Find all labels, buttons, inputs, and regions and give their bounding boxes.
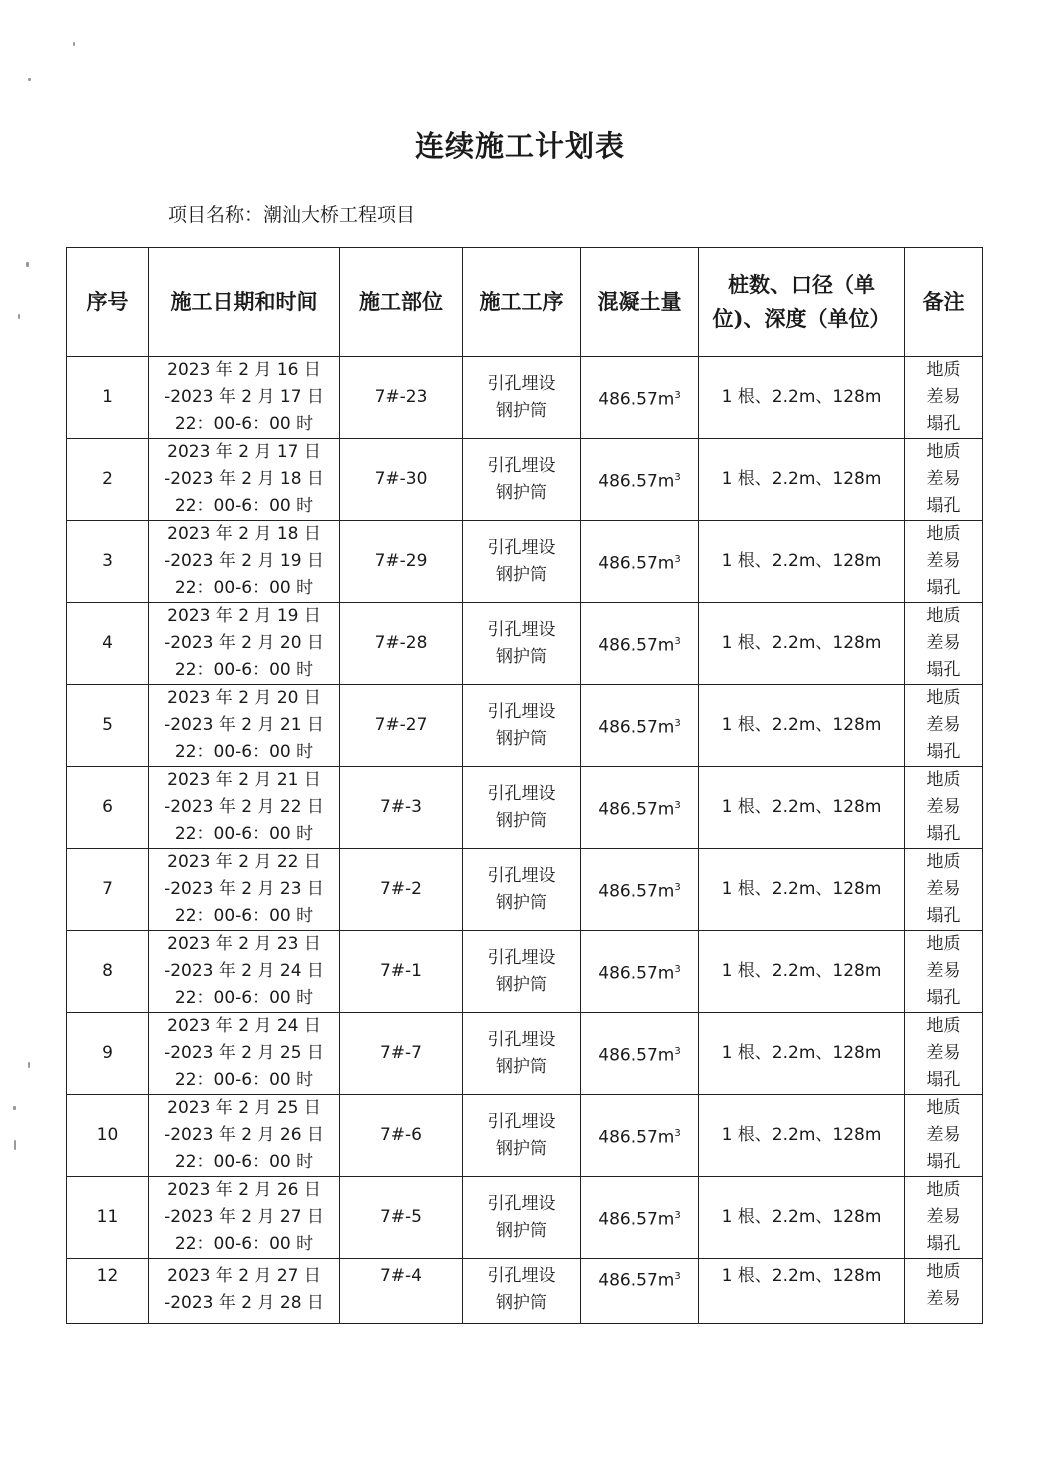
- note-line: 差易: [926, 879, 961, 899]
- note-line: 塌孔: [926, 578, 961, 598]
- remarks: [905, 767, 983, 849]
- process-line: 钢护筒: [496, 482, 547, 503]
- header-part: 施工部位: [340, 248, 463, 357]
- scan-speck: [26, 262, 29, 267]
- remarks: [905, 685, 983, 767]
- table-row: [67, 603, 983, 685]
- remarks: [905, 1013, 983, 1095]
- scan-speck: [28, 1062, 30, 1068]
- construction-process: [463, 931, 581, 1013]
- concrete-value: 486.57m: [598, 717, 675, 738]
- construction-datetime: [149, 685, 340, 767]
- process-line: 钢护筒: [496, 974, 547, 995]
- construction-process: [463, 521, 581, 603]
- concrete-volume: [581, 767, 699, 849]
- concrete-volume: [581, 1013, 699, 1095]
- process-line: 引孔埋设: [487, 1029, 556, 1050]
- time-range: 22：00-6：00 时: [174, 824, 314, 844]
- table-row: [67, 767, 983, 849]
- construction-part: 7#-3: [340, 767, 463, 849]
- time-range: 22：00-6：00 时: [174, 988, 314, 1008]
- table-row: [67, 849, 983, 931]
- header-note: 备注: [905, 248, 983, 357]
- date-end: -2023 年 2 月 23 日: [164, 879, 324, 899]
- construction-datetime: [149, 931, 340, 1013]
- remarks: [905, 931, 983, 1013]
- date-start: 2023 年 2 月 24 日: [167, 1016, 321, 1036]
- construction-process: [463, 439, 581, 521]
- header-process: 施工工序: [463, 248, 581, 357]
- row-number: 9: [67, 1013, 149, 1095]
- note-line: 地质: [926, 852, 961, 872]
- concrete-unit-exponent: 3: [674, 635, 681, 647]
- construction-datetime: [149, 357, 340, 439]
- concrete-unit-exponent: 3: [674, 1209, 681, 1221]
- construction-datetime: [149, 1013, 340, 1095]
- note-line: 地质: [926, 1098, 961, 1118]
- pile-spec: 1 根、2.2m、128m: [699, 603, 905, 685]
- date-start: 2023 年 2 月 20 日: [167, 688, 321, 708]
- process-line: 钢护筒: [496, 1138, 547, 1159]
- concrete-volume: [581, 849, 699, 931]
- construction-process: [463, 767, 581, 849]
- construction-datetime: [149, 1095, 340, 1177]
- row-number: 12: [67, 1259, 149, 1324]
- note-line: 差易: [926, 551, 961, 571]
- note-line: 塌孔: [926, 414, 961, 434]
- concrete-unit-exponent: 3: [674, 1271, 681, 1282]
- concrete-volume: [581, 521, 699, 603]
- time-range: 22：00-6：00 时: [174, 1152, 314, 1172]
- concrete-value: 486.57m: [598, 1045, 675, 1066]
- process-line: 钢护筒: [496, 646, 547, 667]
- note-line: 地质: [926, 442, 961, 462]
- row-number: 10: [67, 1095, 149, 1177]
- table-row: [67, 439, 983, 521]
- concrete-value: 486.57m: [598, 1270, 675, 1291]
- date-end: -2023 年 2 月 27 日: [164, 1207, 324, 1227]
- concrete-unit-exponent: 3: [674, 963, 681, 975]
- date-end: -2023 年 2 月 26 日: [164, 1125, 324, 1145]
- row-number: 4: [67, 603, 149, 685]
- date-end: -2023 年 2 月 24 日: [164, 961, 324, 981]
- note-line: 塌孔: [926, 1234, 961, 1254]
- table-row: [67, 1259, 983, 1324]
- concrete-volume: [581, 685, 699, 767]
- date-end: -2023 年 2 月 19 日: [164, 551, 324, 571]
- construction-part: 7#-30: [340, 439, 463, 521]
- note-line: 塌孔: [926, 496, 961, 516]
- scan-speck: [28, 78, 31, 81]
- concrete-volume: [581, 1177, 699, 1259]
- table-row: [67, 931, 983, 1013]
- scan-speck: [14, 1140, 16, 1150]
- date-end: -2023 年 2 月 21 日: [164, 715, 324, 735]
- pile-spec: 1 根、2.2m、128m: [699, 1177, 905, 1259]
- construction-process: [463, 603, 581, 685]
- process-line: 引孔埋设: [487, 619, 556, 640]
- note-line: 差易: [926, 1207, 961, 1227]
- concrete-volume: [581, 357, 699, 439]
- concrete-value: 486.57m: [598, 881, 675, 902]
- construction-part: 7#-29: [340, 521, 463, 603]
- note-line: 差易: [926, 1125, 961, 1145]
- concrete-volume: [581, 439, 699, 521]
- remarks: [905, 521, 983, 603]
- pile-spec: 1 根、2.2m、128m: [699, 767, 905, 849]
- table-row: [67, 1013, 983, 1095]
- row-number: 11: [67, 1177, 149, 1259]
- note-line: 塌孔: [926, 1152, 961, 1172]
- concrete-value: 486.57m: [598, 799, 675, 820]
- date-start: 2023 年 2 月 21 日: [167, 770, 321, 790]
- time-range: 22：00-6：00 时: [174, 1070, 314, 1090]
- row-number: 1: [67, 357, 149, 439]
- construction-part: 7#-2: [340, 849, 463, 931]
- construction-process: [463, 1259, 581, 1324]
- concrete-volume: [581, 1095, 699, 1177]
- time-range: 22：00-6：00 时: [174, 578, 314, 598]
- note-line: 地质: [926, 688, 961, 708]
- note-line: 塌孔: [926, 824, 961, 844]
- header-pile-line1: 桩数、口径（单: [728, 272, 875, 298]
- construction-part: 7#-23: [340, 357, 463, 439]
- remarks: [905, 603, 983, 685]
- process-line: 引孔埋设: [487, 947, 556, 968]
- note-line: 差易: [926, 633, 961, 653]
- concrete-value: 486.57m: [598, 471, 675, 492]
- date-start: 2023 年 2 月 18 日: [167, 524, 321, 544]
- construction-part: 7#-1: [340, 931, 463, 1013]
- scan-speck: [73, 42, 75, 46]
- process-line: 引孔埋设: [487, 1266, 556, 1286]
- note-line: 地质: [926, 770, 961, 790]
- note-line: 塌孔: [926, 660, 961, 680]
- date-start: 2023 年 2 月 16 日: [167, 360, 321, 380]
- concrete-volume: [581, 931, 699, 1013]
- note-line: 地质: [926, 1262, 961, 1282]
- date-start: 2023 年 2 月 27 日: [167, 1266, 321, 1286]
- note-line: 地质: [926, 1016, 961, 1036]
- construction-plan-table: [66, 247, 983, 1324]
- remarks: [905, 439, 983, 521]
- date-start: 2023 年 2 月 22 日: [167, 852, 321, 872]
- pile-spec: 1 根、2.2m、128m: [699, 931, 905, 1013]
- process-line: 钢护筒: [496, 564, 547, 585]
- concrete-value: 486.57m: [598, 389, 675, 410]
- construction-part: 7#-27: [340, 685, 463, 767]
- pile-spec: 1 根、2.2m、128m: [699, 1013, 905, 1095]
- process-line: 钢护筒: [496, 400, 547, 421]
- concrete-value: 486.57m: [598, 553, 675, 574]
- concrete-unit-exponent: 3: [674, 799, 681, 811]
- process-line: 钢护筒: [496, 1056, 547, 1077]
- construction-process: [463, 357, 581, 439]
- construction-part: 7#-5: [340, 1177, 463, 1259]
- process-line: 引孔埋设: [487, 783, 556, 804]
- note-line: 地质: [926, 524, 961, 544]
- row-number: 6: [67, 767, 149, 849]
- note-line: 地质: [926, 360, 961, 380]
- construction-datetime: [149, 439, 340, 521]
- date-end: -2023 年 2 月 18 日: [164, 469, 324, 489]
- construction-process: [463, 685, 581, 767]
- date-end: -2023 年 2 月 17 日: [164, 387, 324, 407]
- date-start: 2023 年 2 月 17 日: [167, 442, 321, 462]
- concrete-unit-exponent: 3: [674, 553, 681, 565]
- construction-process: [463, 1177, 581, 1259]
- construction-process: [463, 1013, 581, 1095]
- date-start: 2023 年 2 月 23 日: [167, 934, 321, 954]
- header-date: 施工日期和时间: [149, 248, 340, 357]
- note-line: 地质: [926, 606, 961, 626]
- header-pile-line2: 位)、深度（单位）: [712, 306, 891, 331]
- remarks: [905, 1177, 983, 1259]
- construction-part: 7#-6: [340, 1095, 463, 1177]
- document-title: 连续施工计划表: [414, 129, 625, 163]
- process-line: 引孔埋设: [487, 373, 556, 394]
- row-number: 5: [67, 685, 149, 767]
- time-range: 22：00-6：00 时: [174, 660, 314, 680]
- row-number: 8: [67, 931, 149, 1013]
- table-row: [67, 685, 983, 767]
- construction-part: 7#-4: [340, 1259, 463, 1324]
- construction-part: 7#-7: [340, 1013, 463, 1095]
- table-header-row: [67, 248, 983, 357]
- construction-datetime: [149, 521, 340, 603]
- process-line: 引孔埋设: [487, 1193, 556, 1214]
- process-line: 引孔埋设: [487, 537, 556, 558]
- date-start: 2023 年 2 月 25 日: [167, 1098, 321, 1118]
- pile-spec: 1 根、2.2m、128m: [699, 849, 905, 931]
- note-line: 差易: [926, 387, 961, 407]
- concrete-unit-exponent: 3: [674, 1045, 681, 1057]
- table-row: [67, 1177, 983, 1259]
- header-pile: [699, 248, 905, 357]
- scan-speck: [18, 314, 20, 319]
- construction-process: [463, 849, 581, 931]
- scan-speck: [13, 1106, 16, 1110]
- process-line: 钢护筒: [496, 1220, 547, 1241]
- concrete-value: 486.57m: [598, 1127, 675, 1148]
- row-number: 2: [67, 439, 149, 521]
- pile-spec: 1 根、2.2m、128m: [699, 357, 905, 439]
- pile-spec: 1 根、2.2m、128m: [699, 521, 905, 603]
- time-range: 22：00-6：00 时: [174, 742, 314, 762]
- time-range: 22：00-6：00 时: [174, 1234, 314, 1254]
- note-line: 差易: [926, 961, 961, 981]
- concrete-volume: [581, 603, 699, 685]
- concrete-value: 486.57m: [598, 1209, 675, 1230]
- time-range: 22：00-6：00 时: [174, 414, 314, 434]
- concrete-unit-exponent: 3: [674, 389, 681, 401]
- note-line: 塌孔: [926, 742, 961, 762]
- remarks: [905, 1259, 983, 1324]
- pile-spec: 1 根、2.2m、128m: [699, 1095, 905, 1177]
- note-line: 塌孔: [926, 988, 961, 1008]
- date-end: -2023 年 2 月 25 日: [164, 1043, 324, 1063]
- construction-part: 7#-28: [340, 603, 463, 685]
- remarks: [905, 1095, 983, 1177]
- table-row: [67, 1095, 983, 1177]
- note-line: 差易: [926, 715, 961, 735]
- remarks: [905, 357, 983, 439]
- table-row: [67, 521, 983, 603]
- note-line: 地质: [926, 1180, 961, 1200]
- concrete-unit-exponent: 3: [674, 717, 681, 729]
- note-line: 差易: [926, 1043, 961, 1063]
- row-number: 7: [67, 849, 149, 931]
- concrete-value: 486.57m: [598, 635, 675, 656]
- concrete-unit-exponent: 3: [674, 1127, 681, 1139]
- concrete-value: 486.57m: [598, 963, 675, 984]
- remarks: [905, 849, 983, 931]
- table-row: [67, 357, 983, 439]
- process-line: 钢护筒: [496, 892, 547, 913]
- date-start: 2023 年 2 月 26 日: [167, 1180, 321, 1200]
- time-range: 22：00-6：00 时: [174, 906, 314, 926]
- process-line: 钢护筒: [496, 1293, 547, 1313]
- construction-datetime: [149, 1177, 340, 1259]
- construction-datetime: [149, 1259, 340, 1324]
- process-line: 引孔埋设: [487, 701, 556, 722]
- note-line: 塌孔: [926, 1070, 961, 1090]
- header-num: 序号: [67, 248, 149, 357]
- time-range: 22：00-6：00 时: [174, 496, 314, 516]
- process-line: 钢护筒: [496, 728, 547, 749]
- pile-spec: 1 根、2.2m、128m: [699, 685, 905, 767]
- process-line: 引孔埋设: [487, 865, 556, 886]
- date-end: -2023 年 2 月 20 日: [164, 633, 324, 653]
- note-line: 塌孔: [926, 906, 961, 926]
- construction-datetime: [149, 767, 340, 849]
- date-start: 2023 年 2 月 19 日: [167, 606, 321, 626]
- note-line: 差易: [926, 469, 961, 489]
- pile-spec: 1 根、2.2m、128m: [699, 1259, 905, 1324]
- construction-datetime: [149, 603, 340, 685]
- pile-spec: 1 根、2.2m、128m: [699, 439, 905, 521]
- process-line: 引孔埋设: [487, 1111, 556, 1132]
- process-line: 钢护筒: [496, 810, 547, 831]
- note-line: 差易: [926, 1289, 961, 1309]
- note-line: 地质: [926, 934, 961, 954]
- concrete-volume: [581, 1259, 699, 1324]
- date-end: -2023 年 2 月 22 日: [164, 797, 324, 817]
- process-line: 引孔埋设: [487, 455, 556, 476]
- construction-datetime: [149, 849, 340, 931]
- date-end: -2023 年 2 月 28 日: [164, 1293, 324, 1313]
- concrete-unit-exponent: 3: [674, 471, 681, 483]
- concrete-unit-exponent: 3: [674, 881, 681, 893]
- header-concrete: 混凝土量: [581, 248, 699, 357]
- row-number: 3: [67, 521, 149, 603]
- project-name: 项目名称：潮汕大桥工程项目: [168, 204, 416, 226]
- construction-process: [463, 1095, 581, 1177]
- note-line: 差易: [926, 797, 961, 817]
